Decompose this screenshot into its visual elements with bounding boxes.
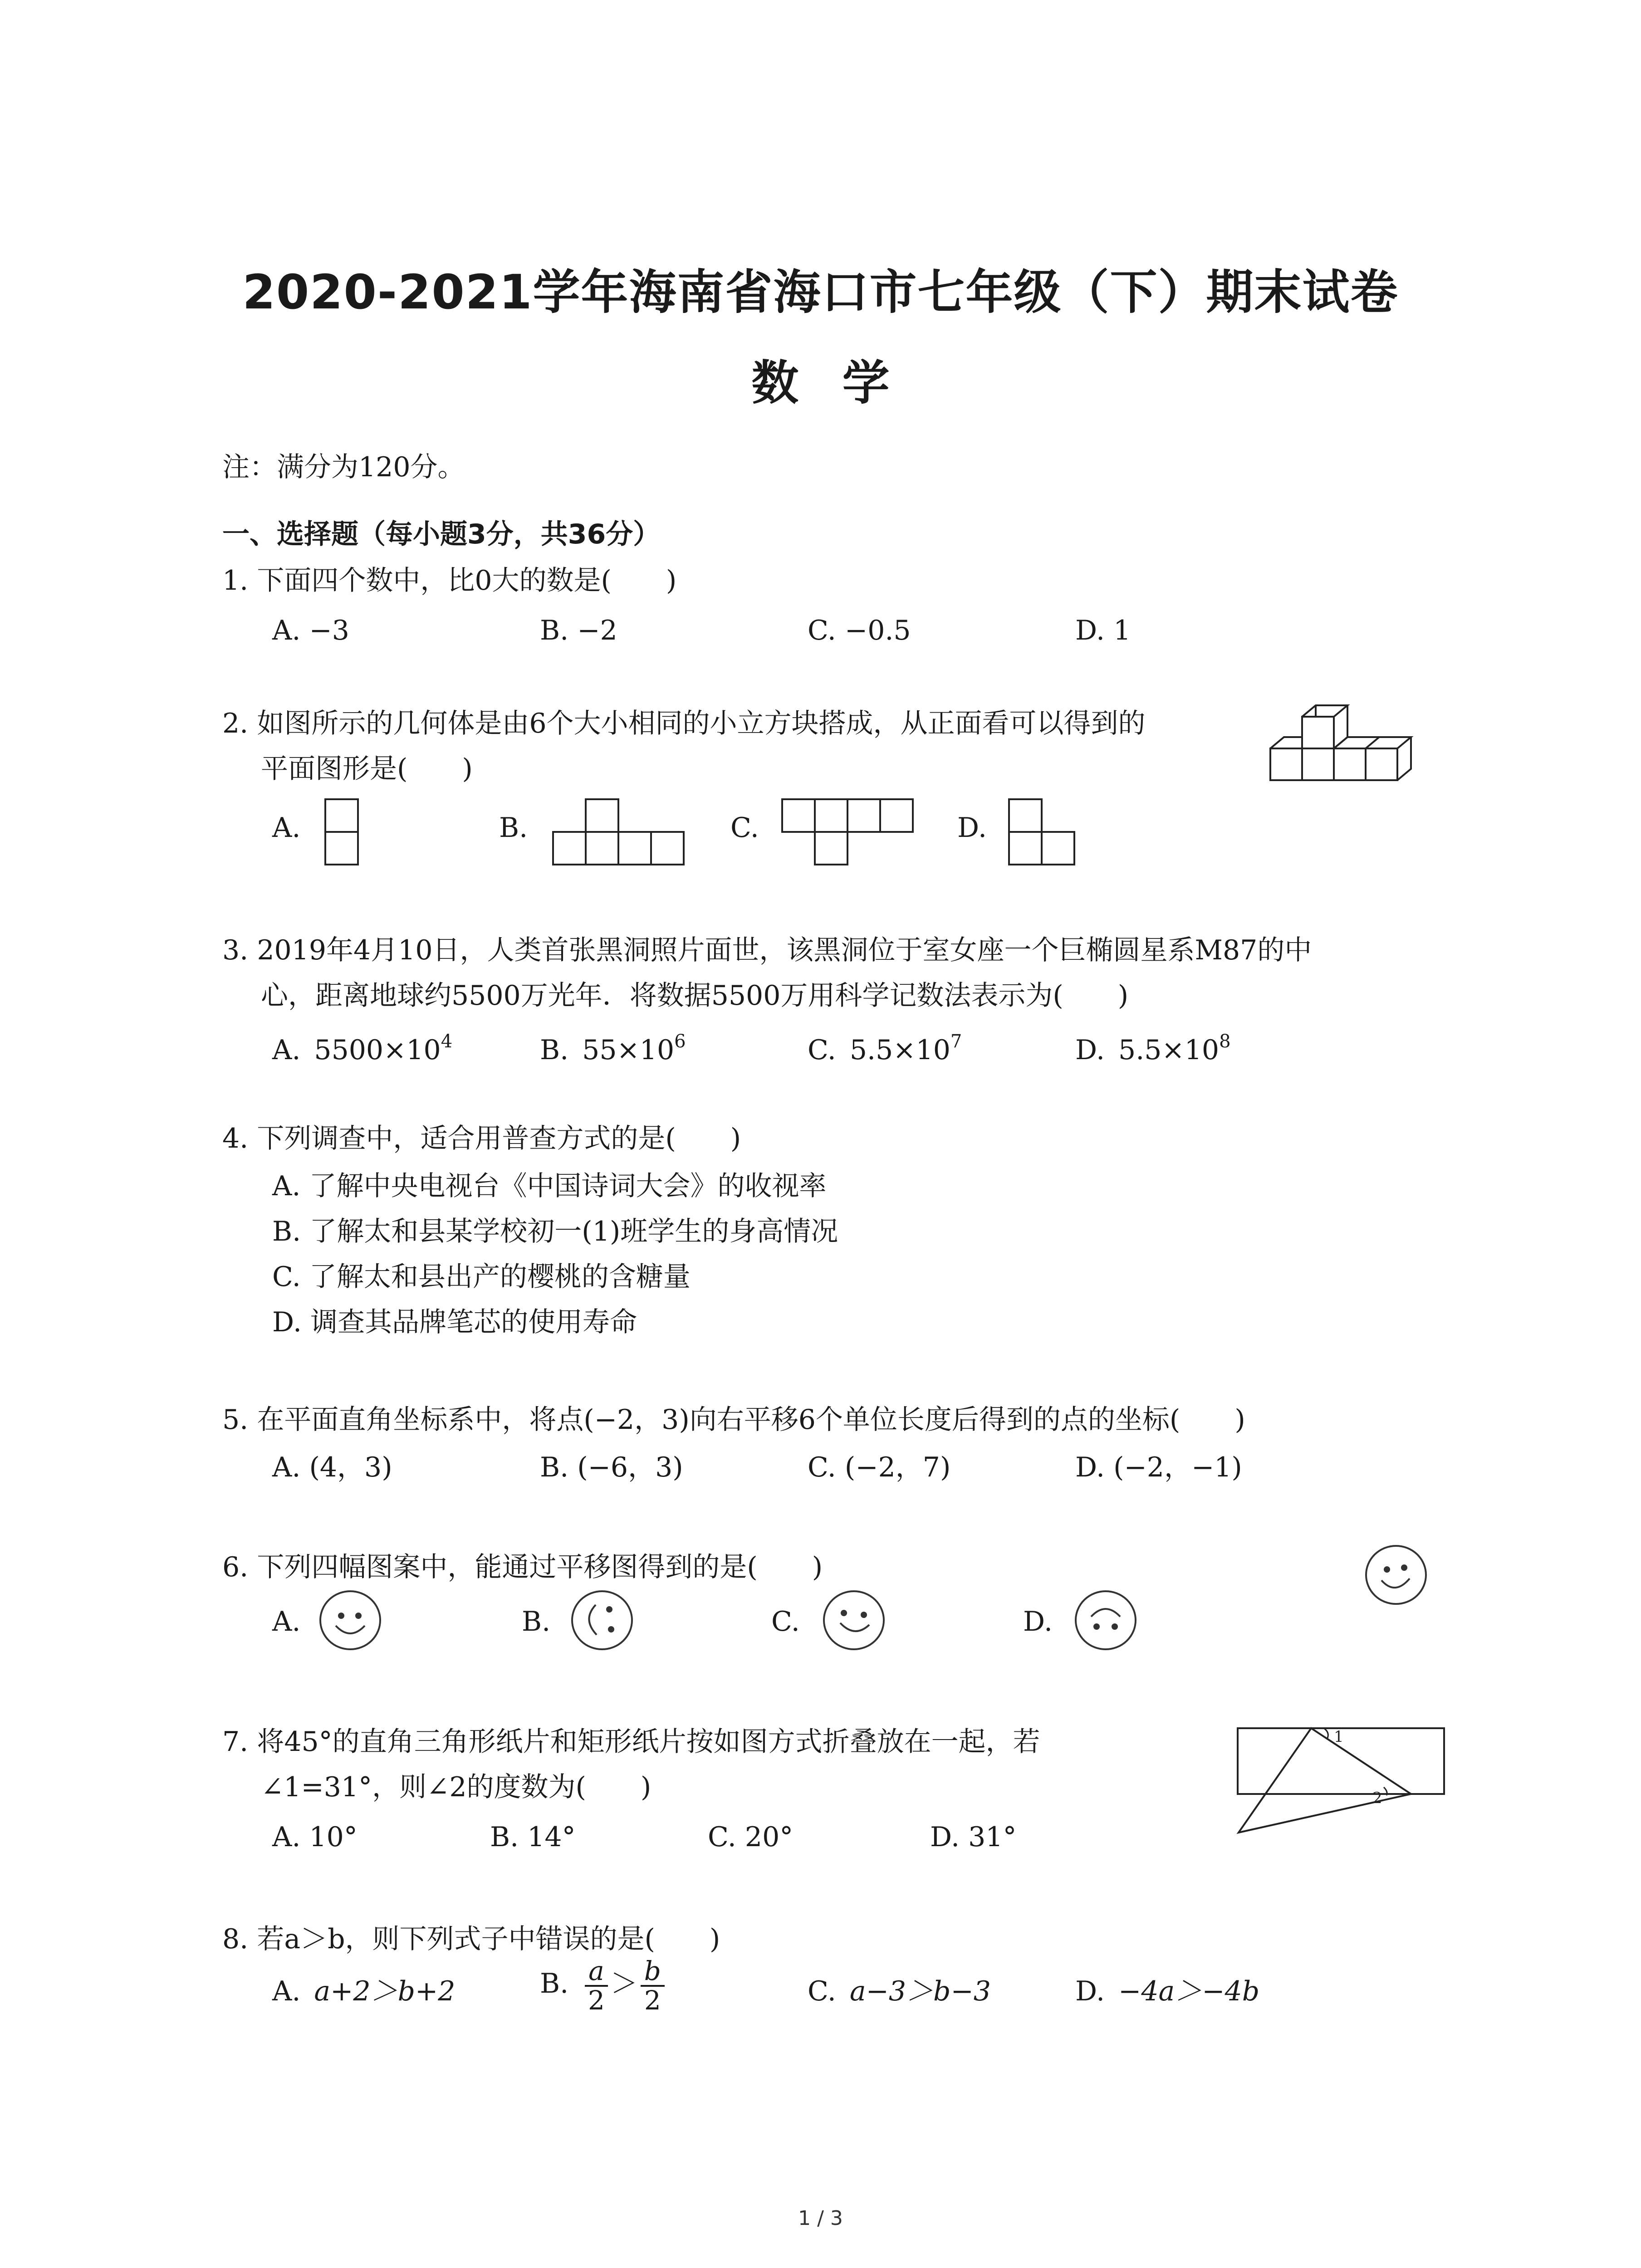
q2-option-d: D.	[957, 812, 987, 844]
q8-frac-a-numerator: a	[585, 1957, 608, 1987]
q8-frac-a-denominator: 2	[588, 1984, 605, 2016]
q4-option-d: D. 调查其品牌笔芯的使用寿命	[272, 1306, 637, 1338]
q6-option-d: D.	[1023, 1606, 1053, 1637]
q6-option-b-smiley	[569, 1588, 637, 1656]
q6-option-c: C.	[771, 1606, 800, 1637]
question-4-stem: 4. 下列调查中，适合用普查方式的是( )	[222, 1123, 741, 1154]
question-7-stem-line2: ∠1=31°，则∠2的度数为( )	[261, 1771, 652, 1803]
q6-option-b: B.	[522, 1606, 551, 1637]
q3-option-c-base: 5.5×10	[849, 1034, 950, 1066]
q8-option-c-expr: a−3＞b−3	[849, 1975, 991, 2007]
q2-option-b: B.	[499, 812, 528, 844]
subject-title: 数 学	[751, 355, 890, 411]
q7-option-a: A. 10°	[272, 1821, 358, 1853]
q2-option-a: A.	[272, 812, 301, 844]
q3-option-d-label: D.	[1075, 1034, 1105, 1066]
q7-option-d: D. 31°	[930, 1821, 1017, 1853]
q3-option-a-exp: 4	[441, 1031, 453, 1052]
question-3-stem-line1: 3. 2019年4月10日，人类首张黑洞照片面世，该黑洞位于室女座一个巨椭圆星系M87的中	[222, 934, 1312, 966]
q6-reference-smiley	[1363, 1542, 1431, 1610]
page-number: 1 / 3	[798, 2207, 843, 2230]
q7-option-c: C. 20°	[708, 1821, 794, 1853]
q3-option-a-base: 5500×10	[314, 1034, 441, 1066]
q1-option-a: A. −3	[272, 615, 349, 646]
q8-option-b-label: B.	[540, 1968, 569, 2000]
q8-option-a-label: A.	[272, 1975, 301, 2007]
q8-option-d-label: D.	[1075, 1975, 1105, 2007]
q8-frac-b-numerator: b	[641, 1957, 665, 1987]
question-7-stem-line1: 7. 将45°的直角三角形纸片和矩形纸片按如图方式折叠放在一起，若	[222, 1726, 1040, 1758]
q6-option-d-smiley	[1073, 1588, 1141, 1656]
q5-option-a: A. (4，3)	[272, 1452, 392, 1483]
q3-option-d	[1075, 1031, 1231, 1066]
question-3-stem-line2: 心，距离地球约5500万光年．将数据5500万用科学记数法表示为( )	[261, 980, 1129, 1012]
q4-option-b: B. 了解太和县某学校初一(1)班学生的身高情况	[272, 1216, 838, 1247]
q5-option-b: B. (−6，3)	[540, 1452, 683, 1483]
q3-option-c	[808, 1031, 962, 1066]
q7-angle-2-label: 2	[1372, 1789, 1382, 1807]
question-8-stem: 8. 若a＞b，则下列式子中错误的是( )	[222, 1923, 720, 1955]
q2-option-d-figure	[1007, 798, 1080, 866]
question-6-stem: 6. 下列四幅图案中，能通过平移图得到的是( )	[222, 1551, 823, 1583]
question-1-stem: 1. 下面四个数中，比0大的数是( )	[222, 565, 677, 596]
q8-option-b-operator: ＞	[610, 1968, 638, 2000]
q3-option-b-label: B.	[540, 1034, 569, 1066]
q8-frac-b-denominator: 2	[644, 1984, 661, 2016]
q1-option-b: B. −2	[540, 615, 617, 646]
q2-option-c-figure	[780, 798, 916, 866]
q3-option-a	[272, 1031, 453, 1066]
q6-option-a-smiley	[318, 1588, 386, 1656]
q3-option-b-exp: 6	[674, 1031, 686, 1052]
q8-option-d	[1075, 1975, 1260, 2007]
q8-option-c	[808, 1975, 991, 2007]
q8-option-a	[272, 1975, 456, 2007]
q5-option-c: C. (−2，7)	[808, 1452, 951, 1483]
question-5-stem: 5. 在平面直角坐标系中，将点(−2，3)向右平移6个单位长度后得到的点的坐标( )	[222, 1404, 1245, 1436]
q4-option-a: A. 了解中央电视台《中国诗词大会》的收视率	[272, 1170, 827, 1202]
q8-option-b	[540, 1957, 667, 2014]
q6-option-a: A.	[272, 1606, 301, 1637]
question-2-stem-line1: 2. 如图所示的几何体是由6个大小相同的小立方块搭成，从正面看可以得到的	[222, 708, 1146, 739]
section-heading: 一、选择题（每小题3分，共36分）	[222, 518, 661, 550]
q4-option-c: C. 了解太和县出产的樱桃的含糖量	[272, 1261, 691, 1293]
q2-option-c: C.	[730, 812, 759, 844]
q2-option-a-figure	[324, 798, 361, 866]
q2-option-b-figure	[551, 798, 687, 866]
score-note: 注：满分为120分。	[222, 451, 465, 483]
q6-option-c-smiley	[821, 1588, 889, 1656]
q5-option-d: D. (−2，−1)	[1075, 1452, 1242, 1483]
q2-cube-figure	[1270, 699, 1434, 803]
question-2-stem-line2: 平面图形是( )	[261, 753, 473, 785]
q3-option-c-exp: 7	[950, 1031, 962, 1052]
q7-fold-figure	[1234, 1724, 1452, 1860]
q3-option-a-label: A.	[272, 1034, 301, 1066]
q1-option-c: C. −0.5	[808, 615, 911, 646]
exam-title: 2020-2021学年海南省海口市七年级（下）期末试卷	[242, 264, 1399, 320]
q3-option-b-base: 55×10	[582, 1034, 675, 1066]
q3-option-c-label: C.	[808, 1034, 836, 1066]
q8-option-a-expr: a+2＞b+2	[314, 1975, 456, 2007]
q8-option-b-frac-b	[641, 1957, 665, 2014]
q8-option-c-label: C.	[808, 1975, 836, 2007]
q1-option-d: D. 1	[1075, 615, 1131, 646]
q3-option-d-base: 5.5×10	[1118, 1034, 1220, 1066]
q8-option-b-frac-a	[585, 1957, 608, 2014]
q7-option-b: B. 14°	[490, 1821, 576, 1853]
q3-option-b	[540, 1031, 686, 1066]
q3-option-d-exp: 8	[1219, 1031, 1231, 1052]
q7-angle-1-label: 1	[1334, 1728, 1344, 1746]
q8-option-d-expr: −4a＞−4b	[1118, 1975, 1260, 2007]
